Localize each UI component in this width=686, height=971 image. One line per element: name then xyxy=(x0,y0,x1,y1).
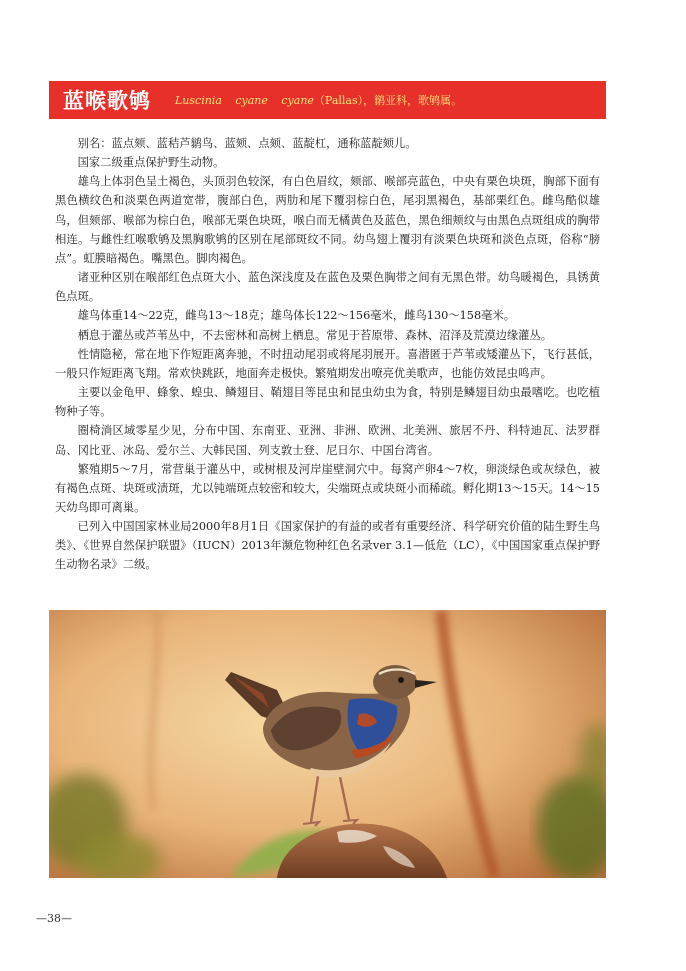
paragraph-subspecies: 诸亚种区别在喉部红色点斑大小、蓝色深浅度及在蓝色及栗色胸带之间有无黑色带。幼鸟暖褐色，具锈黄色点斑。 xyxy=(55,271,600,304)
paragraph-conservation-status: 已列入中国国家林业局2000年8月1日《国家保护的有益的或者有重要经济、科学研究价值的陆生野生鸟类》、《世界自然保护联盟》（IUCN）2013年濒危物种红色名录ver 3.1—低危（LC），《中国国家重点保护野生动物名录》二级。 xyxy=(55,520,600,572)
paragraph-breeding: 繁殖期5～7月，常营巢于灌丛中，或树根及河岸崖壁洞穴中。每窝产卵4～7枚，卵淡绿色或灰绿色，被有褐色点斑、块斑或渍斑，尤以钝端斑点较密和较大，尖端斑点或块斑小而稀疏。孵化期13～15天。14～15天幼鸟即可离巢。 xyxy=(55,462,600,514)
species-description xyxy=(55,134,600,575)
paragraph-diet: 主要以金龟甲、蜂象、蝗虫、鳞翅目、鞘翅目等昆虫和昆虫幼虫为食，特别是鳞翅目幼虫最嗜吃。也吃植物种子等。 xyxy=(55,386,600,419)
bluethroat-bird-illustration xyxy=(49,610,606,878)
paragraph-habitat: 栖息于灌丛或芦苇丛中，不去密林和高树上栖息。常见于苔原带、森林、沼泽及荒漠边缘灌丛。 xyxy=(77,328,553,342)
paragraph-appearance: 雄鸟上体羽色呈土褐色，头顶羽色较深，有白色眉纹，颏部、喉部亮蓝色，中央有栗色块斑，胸部下面有黑色横纹色和淡栗色两道宽带，腹部白色，两肋和尾下覆羽棕白色，尾羽黑褐色，基部栗红色。雌鸟酷似雄鸟，但颏部、喉部为棕白色，喉部无栗色块斑，喉白而无橘黄色及蓝色，黑色细颊纹与由黑色点斑组成的胸带相连。与雌性红喉歌鸲及黑胸歌鸲的区别在尾部斑纹不同。幼鸟翅上覆羽有淡栗色块斑和淡色点斑，俗称“膀点”。虹膜暗褐色。嘴黑色。脚肉褐色。 xyxy=(55,175,600,265)
species-classification: （Pallas），鹟亚科，歌鸲属。 xyxy=(313,94,463,107)
species-title-chinese: 蓝喉歌鸲 xyxy=(63,89,151,113)
species-title-bar xyxy=(49,81,606,119)
paragraph-behavior: 性情隐秘，常在地下作短距离奔驰，不时扭动尾羽或将尾羽展开。喜潜匿于芦苇或矮灌丛下，飞行甚低，一般只作短距离飞翔。常欢快跳跃，地面奔走极快。繁殖期发出嘹亮优美歌声，也能仿效昆虫鸣声。 xyxy=(55,347,600,380)
bird-photo xyxy=(49,610,606,878)
page-number: —38— xyxy=(36,912,72,925)
paragraph-distribution: 圈椅淌区域零星少见，分布中国、东南亚、亚洲、非洲、欧洲、北美洲、旅居不丹、科特迪瓦、法罗群岛、冈比亚、冰岛、爱尔兰、大韩民国、列支敦士登、尼日尔、中国台湾省。 xyxy=(55,424,600,457)
species-latin-name: Luscinia cyane cyane xyxy=(175,93,314,107)
paragraph-size: 雄鸟体重14～22克，雌鸟13～18克；雄鸟体长122～156毫米，雌鸟130～158毫米。 xyxy=(77,309,516,323)
paragraph-protection-level: 国家二级重点保护野生动物。 xyxy=(77,156,225,170)
paragraph-aliases: 别名：蓝点颏、蓝秸芦鹟鸟、蓝颏、点颏、蓝靛杠，通称蓝靛颏儿。 xyxy=(77,137,417,150)
